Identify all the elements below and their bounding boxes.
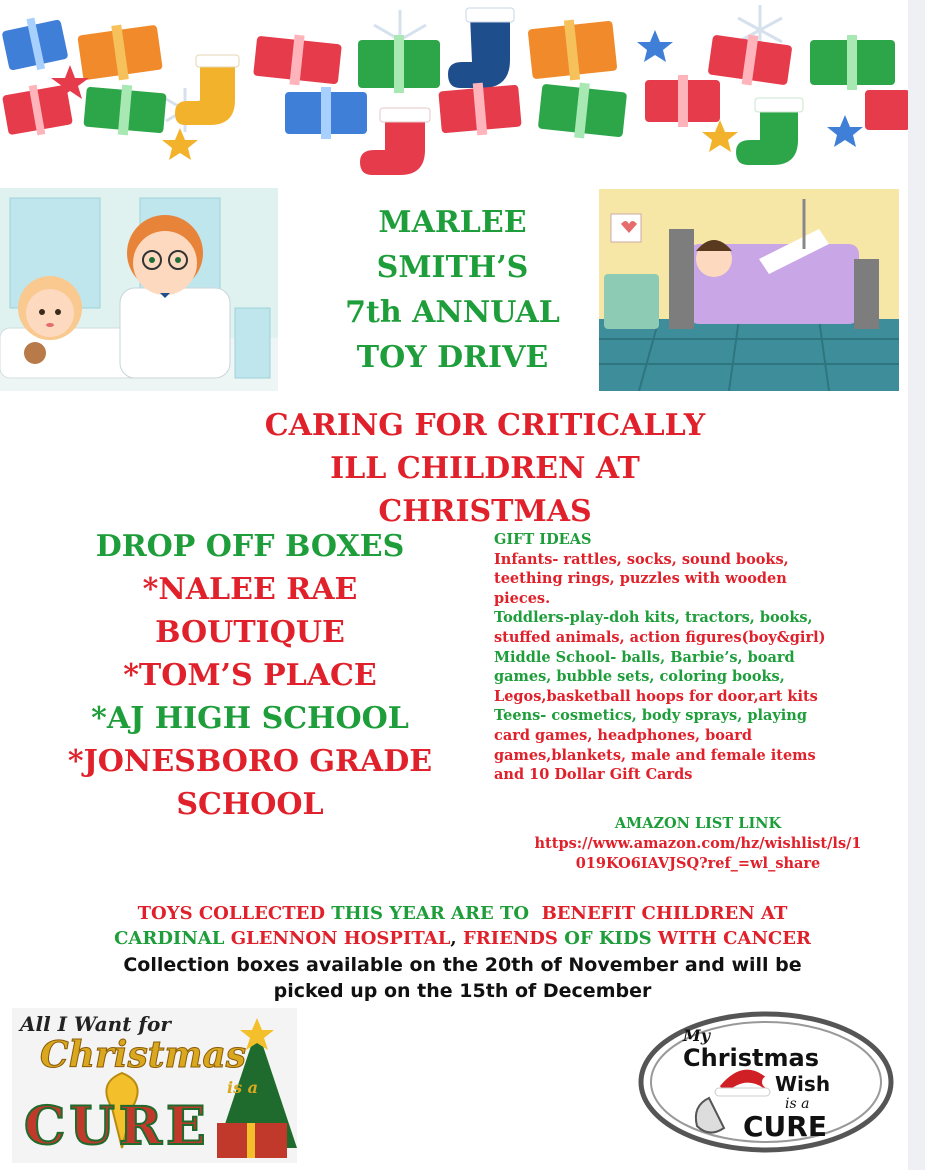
gift-box-icon <box>810 35 895 90</box>
stocking-icon <box>736 98 803 165</box>
gift-idea-line: Infants- rattles, socks, sound books, <box>494 550 789 568</box>
collection-line: Collection boxes available on the 20th of November and will be <box>123 954 802 976</box>
gift-idea-line: Teens- cosmetics, body sprays, playing <box>494 707 807 725</box>
title-line: TOY DRIVE <box>356 340 549 375</box>
title-line: 7th ANNUAL <box>345 295 560 330</box>
gift-box-icon <box>438 83 521 136</box>
gift-idea-line: teething rings, puzzles with wooden <box>494 570 787 588</box>
gift-idea-line: pieces. <box>494 589 551 607</box>
gift-ideas <box>494 530 894 785</box>
drop-off-location: *AJ HIGH SCHOOL <box>91 701 409 736</box>
logo-text: Wish <box>775 1072 831 1096</box>
gift-box-icon <box>528 20 618 81</box>
benefit-segment: GLENNON HOSPITAL <box>230 928 451 949</box>
benefit-line <box>40 901 885 926</box>
drop-off-location: *NALEE RAE <box>142 572 358 607</box>
caring-line: ILL CHILDREN AT <box>330 451 640 486</box>
stocking-icon <box>360 108 430 175</box>
drop-off-location: *TOM’S PLACE <box>123 658 377 693</box>
gift-box-icon <box>77 25 162 81</box>
benefit-segment: CARDINAL <box>114 928 231 949</box>
gift-box-icon <box>865 90 908 130</box>
logo-text: CURE <box>743 1110 827 1143</box>
drop-off-location: SCHOOL <box>176 787 324 822</box>
gift-idea-line: card games, headphones, board <box>494 726 753 744</box>
stocking-icon <box>448 8 514 88</box>
christmas-garland-banner <box>0 0 908 185</box>
drop-off-location: BOUTIQUE <box>155 615 345 650</box>
gift-box-icon <box>253 35 342 86</box>
gift-ideas-heading: GIFT IDEAS <box>494 531 592 548</box>
toy-drive-title <box>335 200 570 380</box>
amazon-link[interactable]: https://www.amazon.com/hz/wishlist/ls/1 <box>534 835 862 852</box>
logo-text: is a <box>227 1078 259 1097</box>
gift-box-icon <box>285 87 367 139</box>
caring-line: CHRISTMAS <box>378 494 592 529</box>
benefit-segment: BENEFIT CHILDREN AT <box>535 903 788 924</box>
christmas-wish-logo <box>635 1008 897 1156</box>
benefit-line <box>40 926 885 951</box>
benefit-segment: THIS YEAR ARE TO <box>331 903 536 924</box>
benefit-statement <box>40 901 885 951</box>
drop-off-boxes <box>30 525 470 826</box>
gift-box-icon <box>83 85 166 136</box>
gift-idea-line: and 10 Dollar Gift Cards <box>494 766 693 784</box>
collection-dates <box>40 952 885 1004</box>
gift-box-icon <box>1 18 68 71</box>
amazon-heading: AMAZON LIST LINK <box>614 815 782 832</box>
amazon-list <box>488 814 908 874</box>
gift-idea-line: Middle School- balls, Barbie’s, board <box>494 648 795 666</box>
benefit-segment: OF KIDS <box>564 928 658 949</box>
all-i-want-logo <box>12 1008 297 1163</box>
benefit-segment: , <box>450 928 463 949</box>
caring-line: CARING FOR CRITICALLY <box>264 408 706 443</box>
gift-idea-line: stuffed animals, action figures(boy&girl) <box>494 628 826 646</box>
benefit-segment: FRIENDS <box>462 928 565 949</box>
logo-text: Christmas <box>683 1044 820 1072</box>
gift-idea-line: games,blankets, male and female items <box>494 746 816 764</box>
doctor-with-child-illustration <box>0 188 278 391</box>
logo-text: My <box>683 1026 711 1045</box>
gift-idea-line: Legos,basketball hoops for door,art kits <box>494 687 818 705</box>
logo-text: Christmas <box>40 1034 247 1076</box>
gift-box-icon <box>358 35 440 93</box>
gift-box-icon <box>645 75 720 127</box>
gift-ideas-list <box>494 550 894 785</box>
page-edge <box>908 0 925 1170</box>
gift-box-icon <box>538 83 627 139</box>
amazon-link[interactable]: 019KO6IAVJSQ?ref_=wl_share <box>575 855 821 872</box>
drop-off-heading: DROP OFF BOXES <box>95 529 405 564</box>
benefit-segment: TOYS COLLECTED <box>137 903 332 924</box>
logo-text: CURE <box>24 1096 210 1157</box>
gift-idea-line: games, bubble sets, coloring books, <box>494 668 785 686</box>
caring-heading <box>230 404 740 533</box>
benefit-segment: WITH CANCER <box>657 928 811 949</box>
logo-text: is a <box>785 1096 810 1112</box>
child-in-hospital-bed-illustration <box>599 189 899 391</box>
gift-idea-line: Toddlers-play-doh kits, tractors, books, <box>494 609 813 627</box>
title-line: MARLEE <box>378 205 527 240</box>
logo-text: All I Want for <box>20 1012 171 1036</box>
title-line: SMITH’S <box>376 250 529 285</box>
drop-off-location: *JONESBORO GRADE <box>67 744 433 779</box>
collection-line: picked up on the 15th of December <box>273 980 652 1002</box>
